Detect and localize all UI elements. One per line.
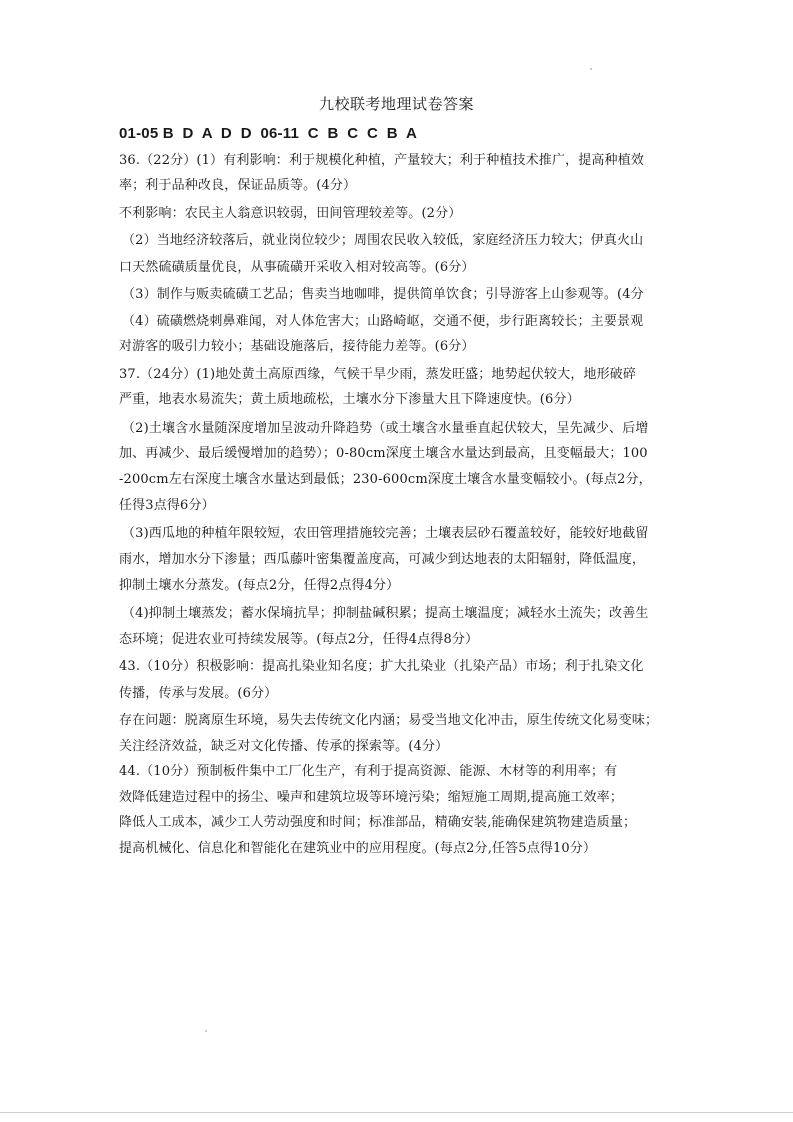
answer-line: （3)西瓜地的种植年限较短，农田管理措施较完善；土壤表层砂石覆盖较好，能较好地截留: [122, 526, 649, 541]
answer-line: 严重，地表水易流失；黄土质地疏松，土壤水分下渗量大且下降速度快。(6分）: [119, 392, 580, 407]
page-bottom-edge: [0, 1112, 793, 1113]
answer-line: 率；利于品种改良，保证品质等。(4分）: [119, 178, 357, 193]
answer-line: （2)土壤含水量随深度增加呈波动升降趋势（或土壤含水量垂直起伏较大，呈先减少、后增: [122, 421, 649, 436]
answer-line: （2）当地经济较落后，就业岗位较少；周围农民收入较低，家庭经济压力较大；伊真火山: [122, 233, 644, 248]
answer-line: 关注经济效益，缺乏对文化传播、传承的探索等。(4分）: [119, 739, 449, 754]
answer-line: 降低人工成本，减少工人劳动强度和时间；标准部品，精确安装,能确保建筑物建造质量；: [119, 815, 637, 830]
answer-line: 36.（22分）(1）有利影响：利于规模化种植，产量较大；利于种植技术推广，提高种植效: [119, 153, 645, 168]
multiple-choice-answer-key: 01-05 B D A D D 06-11 C B C C B A: [119, 125, 418, 142]
answer-line: 抑制土壤水分蒸发。(每点2分，任得2点得4分）: [119, 578, 400, 593]
answer-line: 不利影响：农民主人翁意识较弱，田间管理较差等。(2分）: [119, 206, 462, 221]
document-title: 九校联考地理试卷答案: [318, 95, 474, 113]
answer-line: （4)抑制土壤蒸发；蓄水保墒抗旱；抑制盐碱积累；提高土壤温度；减轻水土流失；改善生: [122, 606, 649, 621]
answer-line: 37.（24分）(1)地处黄土高原西缘，气候干旱少雨，蒸发旺盛；地势起伏较大，地形破碎: [119, 367, 637, 382]
answer-line: 任得3点得6分）: [119, 498, 215, 513]
answer-line: 存在问题：脱离原生环境，易失去传统文化内涵；易受当地文化冲击，原生传统文化易变味；: [119, 713, 659, 728]
answer-line: （4）硫磺燃烧刺鼻难闻，对人体危害大；山路崎岖，交通不便，步行距离较长；主要景观: [122, 314, 644, 329]
answer-line: 对游客的吸引力较小；基础设施落后，接待能力差等。(6分）: [119, 339, 475, 354]
scan-speck: [590, 68, 592, 70]
answer-line: 加、再减少、最后缓慢增加的趋势）；0-80cm深度土壤含水量达到最高，且变幅最大；100: [119, 446, 648, 461]
answer-line: 44.（10分）预制板件集中工厂化生产，有利于提高资源、能源、木材等的利用率；有: [119, 764, 618, 779]
answer-line: （3）制作与贩卖硫磺工艺品；售卖当地咖啡，提供简单饮食；引导游客上山参观等。(4分: [122, 287, 644, 302]
answer-line: 效降低建造过程中的扬尘、噪声和建筑垃圾等环境污染；缩短施工周期,提高施工效率；: [119, 790, 623, 805]
answer-line: -200cm左右深度土壤含水量达到最低；230-600cm深度土壤含水量变幅较小。(每点2分，: [119, 472, 652, 487]
answer-line: 43.（10分）积极影响：提高扎染业知名度；扩大扎染业（扎染产品）市场；利于扎染文化: [119, 659, 644, 674]
answer-line: 雨水，增加水分下渗量；西瓜藤叶密集覆盖度高，可减少到达地表的太阳辐射，降低温度，: [119, 552, 646, 567]
answer-line: 传播，传承与发展。(6分）: [119, 686, 278, 701]
answer-line: 提高机械化、信息化和智能化在建筑业中的应用程度。(每点2分,任答5点得10分）: [119, 841, 597, 856]
scan-speck: [205, 1030, 207, 1032]
answer-line: 态环境；促进农业可持续发展等。(每点2分，任得4点得8分）: [119, 632, 479, 647]
answer-line: 口天然硫磺质量优良，从事硫磺开采收入相对较高等。(6分）: [119, 260, 475, 275]
